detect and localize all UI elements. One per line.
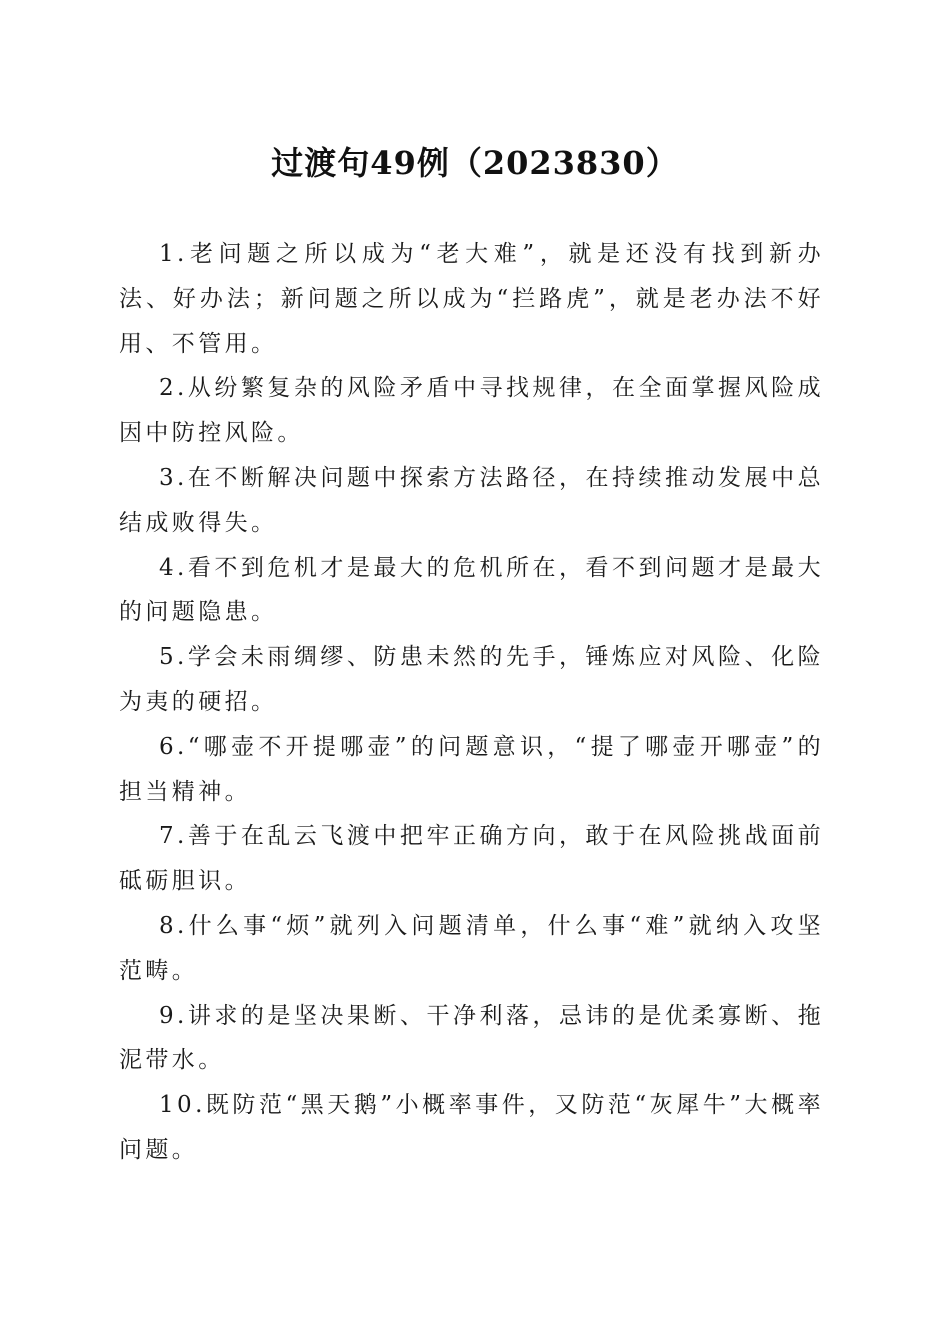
list-item: 7.善于在乱云飞渡中把牢正确方向，敢于在风险挑战面前砥砺胆识。 [119,823,824,895]
list-item: 5.学会未雨绸缪、防患未然的先手，锤炼应对风险、化险为夷的硬招。 [119,644,824,715]
list-item: 10.既防范“黑天鹅”小概率事件，又防范“灰犀牛”大概率问题。 [119,1092,824,1163]
document-title: 过渡句49例（2023830） [271,144,679,182]
list-item: 1.老问题之所以成为“老大难”，就是还没有找到新办法、好办法；新问题之所以成为“拦路虎”，就是老办法不好用、不管用。 [119,241,824,357]
list-item: 3.在不断解决问题中探索方法路径，在持续推动发展中总结成败得失。 [119,464,824,536]
list-item: 4.看不到危机才是最大的危机所在，看不到问题才是最大的问题隐患。 [119,554,824,626]
document-body [119,232,824,1173]
list-item: 6.“哪壶不开提哪壶”的问题意识，“提了哪壶开哪壶”的担当精神。 [119,733,824,805]
list-item: 8.什么事“烦”就列入问题清单，什么事“难”就纳入攻坚范畴。 [119,912,824,984]
list-item: 2.从纷繁复杂的风险矛盾中寻找规律，在全面掌握风险成因中防控风险。 [119,375,824,447]
list-item: 9.讲求的是坚决果断、干净利落，忌讳的是优柔寡断、拖泥带水。 [119,1002,824,1074]
